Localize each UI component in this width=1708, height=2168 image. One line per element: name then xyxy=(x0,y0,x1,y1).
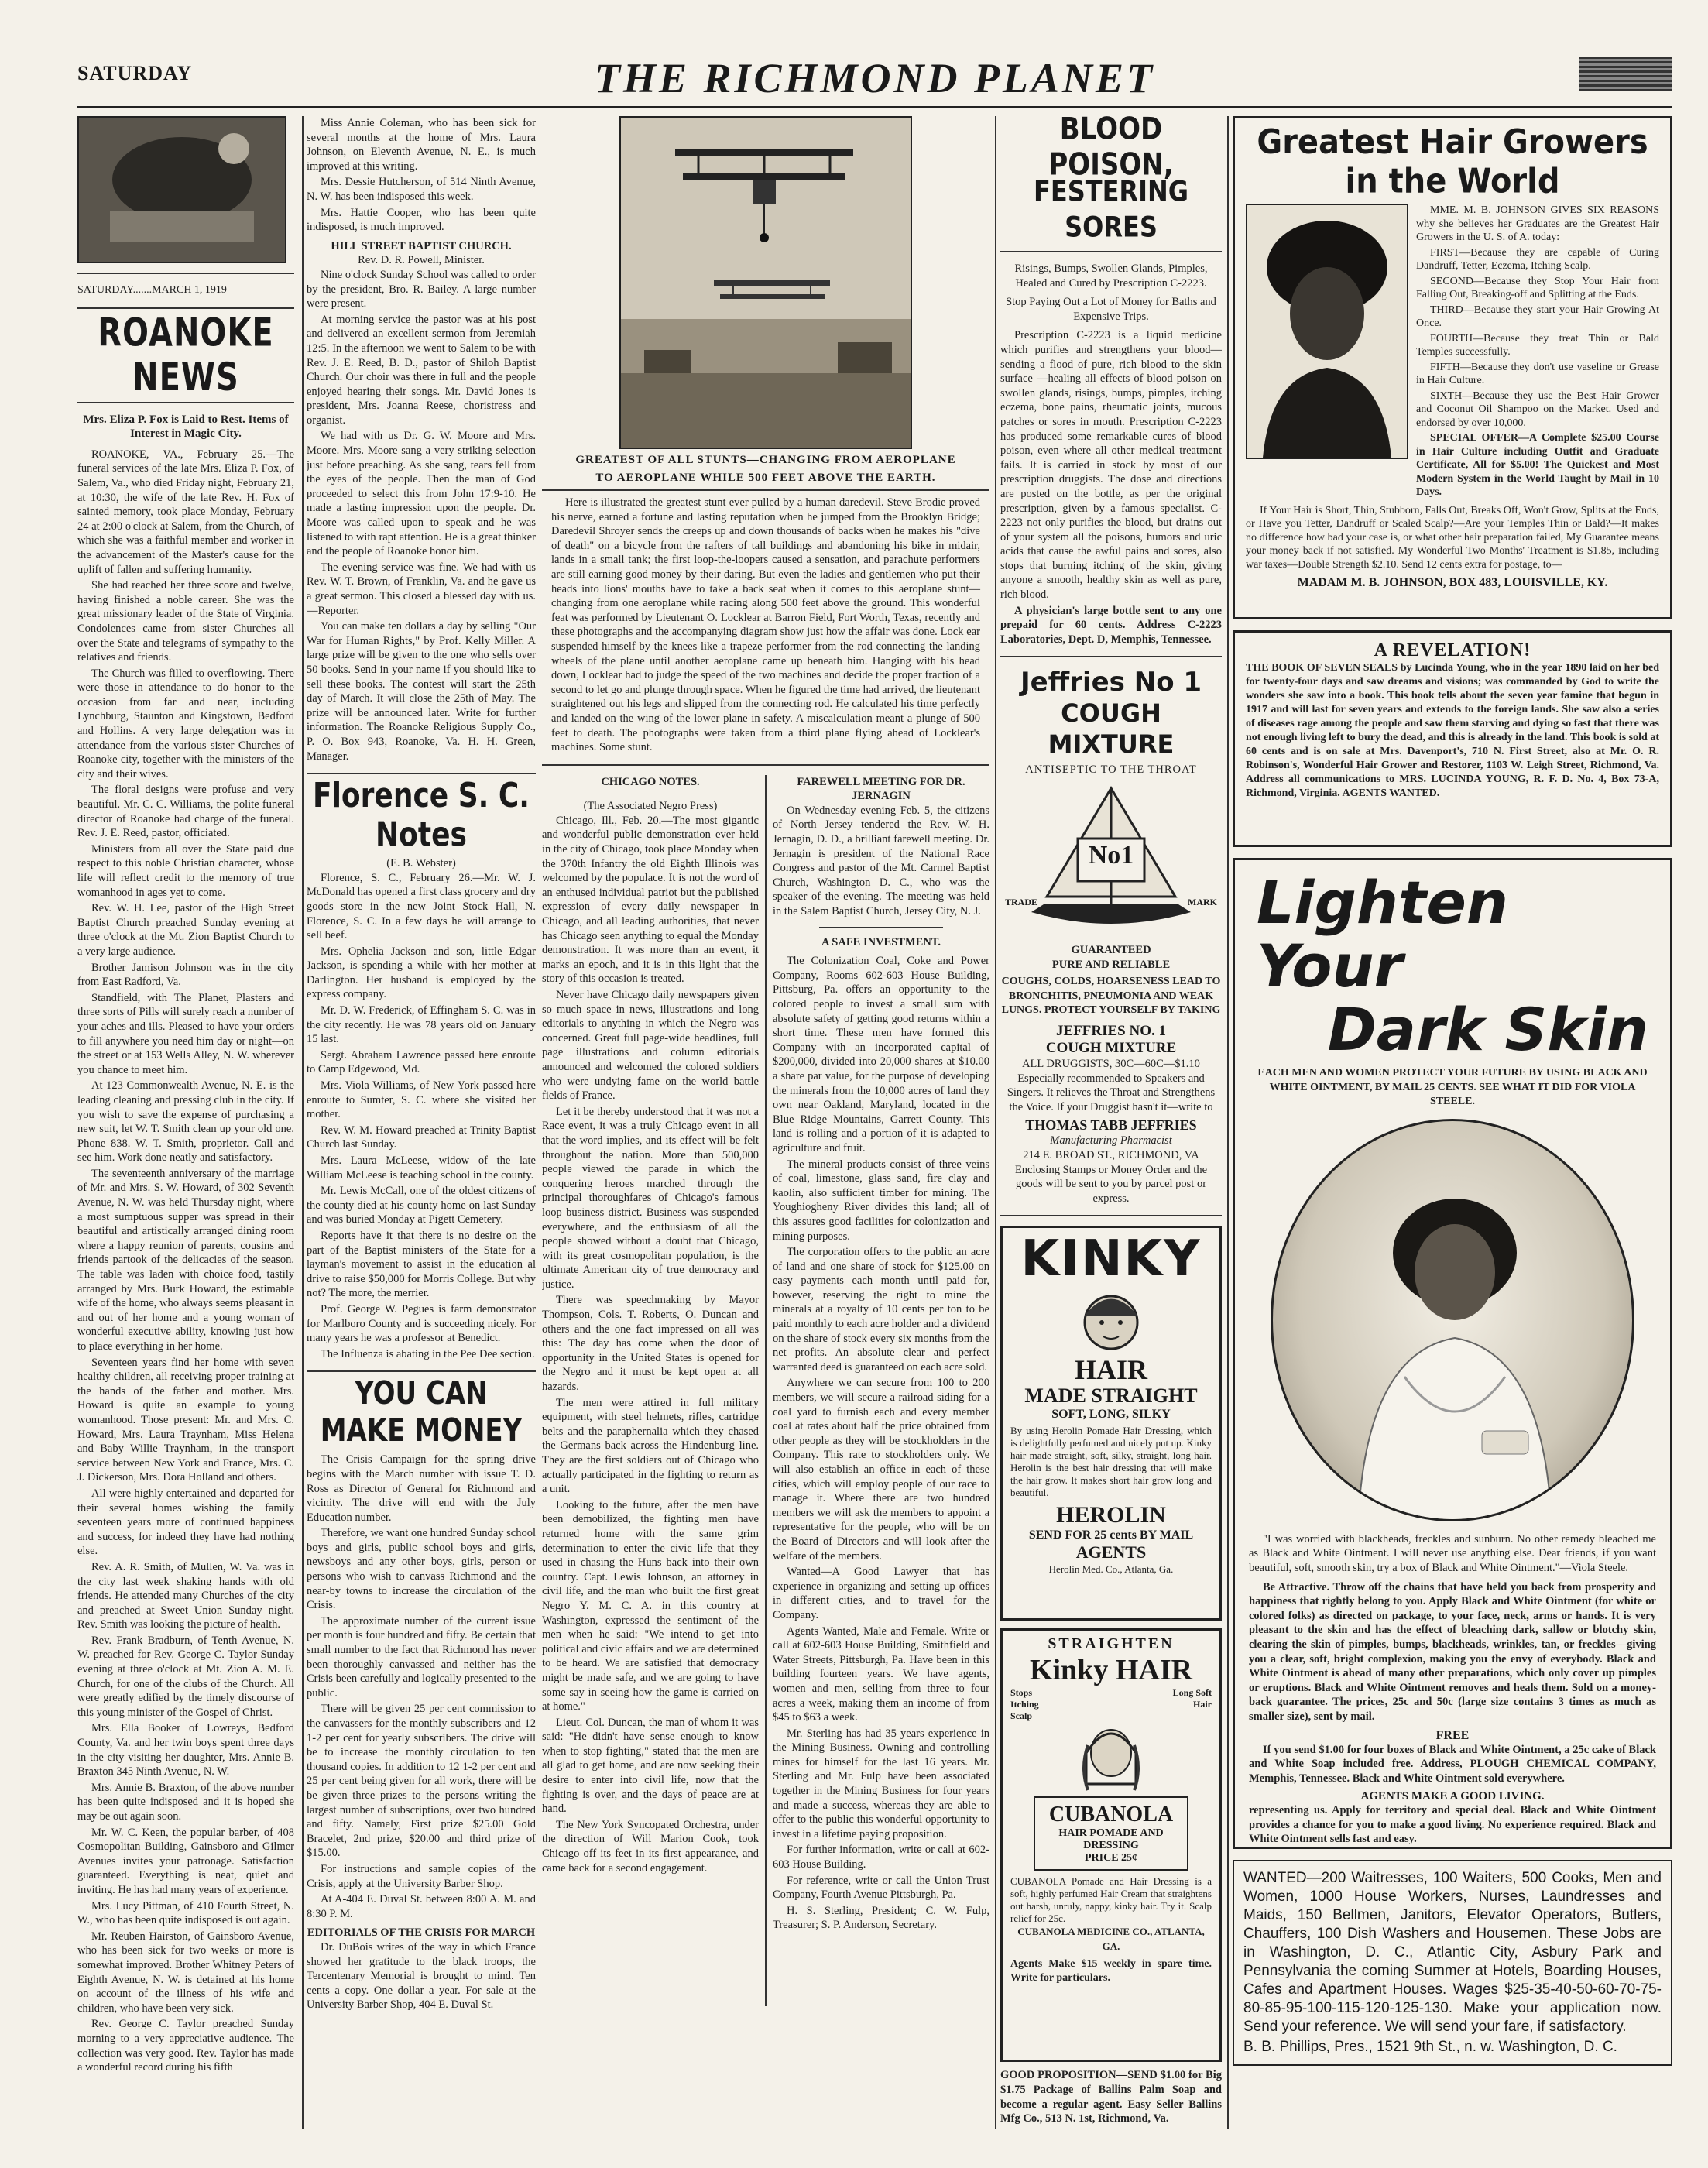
cubanola-price: PRICE 25¢ xyxy=(1084,1852,1138,1864)
paragraph: Chicago, Ill., Feb. 20.—The most gigantic and wonderful public demonstration ever held in the city of Chicago, took place Monday when the 370th Infantry the old Eighth Illinois was welcomed by the populace. It is not the word of an enthused individual patriot but the published expression of every daily newspaper in Chicago, and all leading authorities, that never has Chicago seen anything to equal the Monday demonstration. It was more than an event, it marks an epoch, and it is in this light that the story of this occasion is treated. xyxy=(542,814,759,986)
column-2 xyxy=(307,116,536,2160)
divider xyxy=(1000,1215,1222,1216)
florence-heading: Florence S. C. Notes xyxy=(313,777,530,855)
paragraph: Let it be thereby understood that it was not a Race event, it was a truly Chicago event in all that the word implies, and its effect will be felt throughout the nation. More than 500,000 people viewed the parade in which the conquering heroes marched through the principal thoroughfares of Chicago's famous loop business district. Business was suspended everywhere, and the enthusiasm of all the people showed without a doubt that Chicago, with its great cosmopolitan population, is the ultimate American city of true democracy and justice. xyxy=(542,1105,759,1291)
cubanola-sub: HAIR POMADE AND DRESSING xyxy=(1058,1827,1164,1852)
subcolumns xyxy=(542,775,989,2014)
divider xyxy=(542,764,989,766)
roanoke-article xyxy=(77,448,294,2075)
kinky-address: Herolin Med. Co., Atlanta, Ga. xyxy=(1048,1563,1174,1576)
divider xyxy=(77,307,294,309)
paragraph: Mrs. Dessie Hutcherson, of 514 Ninth Avenue, N. W. has been indisposed this week. xyxy=(307,176,536,203)
paragraph: Brother Jamison Johnson was in the city from East Radford, Va. xyxy=(77,961,294,989)
jeffries-maker: THOMAS TABB JEFFRIES xyxy=(1025,1117,1197,1134)
lighten-agents-text: representing us. Apply for territory and special deal. Black and White Ointment provides a chance for you to make a good living. No experience required. Black and White Ointment sells fast and easy. xyxy=(1249,1804,1656,1846)
jeffries-maker-2: Manufacturing Pharmacist xyxy=(1050,1134,1172,1147)
blood-poison-text xyxy=(1000,328,1222,602)
straighten-right-label: Long Soft Hair xyxy=(1172,1687,1212,1710)
revelation-text: THE BOOK OF SEVEN SEALS by Lucinda Young, who in the year 1890 laid on her bed for twenty-four days and saw dreams and visions; was commanded by God to write the wonders she saw into a book. This book tells about the seven year famine that begun in 1917 and will last for seven years and extends to the foreign lands. She saw also a series of diseases rage among the people and saw them starving and dying so fast that there was not enough living left to bury the dead, and this is already in the land. This book is sold at 60 cents and is on sale at Mrs. Davenport's, 710 N. First Street, also at Mr. O. R. Robinson's, Wonderful Hair Grower and Restorer, 1103 W. Leigh Street, Richmond, Va. Address all communications to MRS. LUCINDA YOUNG, R. F. D. No. 4, Box 73-A, Richmond, Virginia. AGENTS WANTED. xyxy=(1246,662,1659,799)
paragraph: She had reached her three score and twelve, having finished a noble career. She was the great missionary leader of the State of Virginia. Condolences came from sister Churches all over the State and telegrams of sympathy to the relatives and friends. xyxy=(77,579,294,664)
paragraph: At A-404 E. Duval St. between 8:00 A. M. and 8:30 P. M. xyxy=(307,1893,536,1920)
straighten-kinky: Kinky HAIR xyxy=(1029,1654,1193,1687)
florence-byline: (E. B. Webster) xyxy=(386,857,456,870)
paragraph: Anywhere we can secure from 100 to 200 members, we will secure a railroad siding for a coal yard to furnish each and every member coal at rates about half the price obtained from other people as they will be stockholders in the Company. This rate to stockholders only. We will also establish an office in each of these cities, which will employ people of our race to manage it. Where there are two hundred members we will ask the members to appoint a representative for the people, who will be on the Board of Directors and will look after the welfare of the members. xyxy=(773,1377,989,1563)
lighten-sub: EACH MEN AND WOMEN PROTECT YOUR FUTURE BY USING BLACK AND WHITE OINTMENT, BY MAIL 25 CENTS. SEE WHAT IT DID FOR VIOLA STEELE. xyxy=(1257,1067,1648,1108)
woman-portrait-icon xyxy=(1273,1121,1634,1521)
paragraph: The mineral products consist of three veins of coal, limestone, glass sand, fire clay and kaolin, also sufficient timber for mining. The Youghiogheny River divides this land; all of this assures good facilities for colonization and mining purposes. xyxy=(773,1158,989,1243)
kinky-hair-ad xyxy=(1000,1226,1222,1621)
jeffries-heading-1: Jeffries No 1 xyxy=(1020,667,1202,698)
straighten-hair-ad xyxy=(1000,1628,1222,2062)
investment-heading: A SAFE INVESTMENT. xyxy=(821,935,941,948)
hair-reason: FIFTH—Because they don't use vaseline or Grease in Hair Culture. xyxy=(1416,361,1659,386)
straighten-left-label: Stops Itching Scalp xyxy=(1010,1687,1039,1722)
paragraph: For further information, write or call at 602-603 House Building. xyxy=(773,1844,989,1871)
paragraph: Wanted—A Good Lawyer that has experience in organizing and setting up offices in different cities, and to travel for the Company. xyxy=(773,1566,989,1621)
paragraph: Mr. W. C. Keen, the popular barber, of 408 Cosmopolitan Building, Gainsboro and Gilmer Avenues invites your patronage. Satisfaction guaranteed. Everything is neat, quiet and inviting. He has had many years of experience. xyxy=(77,1826,294,1896)
kinky-soft: SOFT, LONG, SILKY xyxy=(1051,1408,1171,1422)
paragraph: Prescription C-2223 is a liquid medicine which purifies and strengthens your blood—sending a flood of pure, rich blood to the skin surface —healing all effects of blood poison on swollen glands, risings, bumps, pimples, itching eczema, bone pains, rheumatic joints, mucous patches or sores in mouth. Prescription C-2223 has produced some remarkable cures of blood poison, even where all other medical treatment fails. It is carried in stock by most of our prescription druggists. The dose and directions are posted on the bottle, as per the original prescription, given by a famous specialist. C-2223 not only purifies the blood, but drains out of your system all the poisons, humors and uric acids that cause the awful pains and sores, also stops that burning itching of the skin, giving anyone a smooth, healthy skin as well as pure, rich blood. xyxy=(1000,329,1222,602)
aeroplane-icon xyxy=(621,118,911,448)
paragraph: Lieut. Col. Duncan, the man of whom it was said: "He didn't have sense enough to know when to stop fighting," stated that the men are all glad to get home, and are now seeking their desire to enter into civil life, now that the fighting is over, and the days of peace are at hand. xyxy=(542,1716,759,1816)
paragraph: Mr. D. W. Frederick, of Effingham S. C. was in the city recently. He was 78 years old on January 15 last. xyxy=(307,1004,536,1046)
roanoke-continued xyxy=(307,116,536,235)
stunt-article xyxy=(542,496,989,755)
column-3 xyxy=(542,116,989,2160)
paragraph: Rev. Frank Bradburn, of Tenth Avenue, N. W. preached for Rev. George C. Taylor Sunday evening at three o'clock at Mt. Zion A. M. E. Church, for one of the clubs of the Church. All were greatly edified by the timely discourse of this young minister of the Gospel of Christ. xyxy=(77,1634,294,1719)
paragraph: For reference, write or call the Union Trust Company, Fourth Avenue Pittsburgh, Pa. xyxy=(773,1874,989,1902)
jeffries-coughs: COUGHS, COLDS, HOARSENESS LEAD TO BRONCHITIS, PNEUMONIA AND WEAK LUNGS. PROTECT YOURSELF BY TAKING xyxy=(1001,976,1221,1017)
farewell-heading: FAREWELL MEETING FOR DR. JERNAGIN xyxy=(797,775,965,803)
wanted-ad xyxy=(1233,1860,1672,2066)
kinky-made-straight: MADE STRAIGHT xyxy=(1024,1384,1198,1408)
lighten-text xyxy=(1249,1580,1656,1724)
paragraph: Reports have it that there is no desire on the part of the Baptist ministers of the State for a layman's movement to assist in the education al drive to raise $50,000 for Morris College. But why not? The more, the merrier. xyxy=(307,1229,536,1300)
section-title: ROANOKE NEWS xyxy=(98,310,274,400)
hair-growers-ad xyxy=(1233,116,1672,619)
hair-reason: SECOND—Because they Stop Your Hair from Falling Out, Breaking-off and Splitting at the Ends. xyxy=(1416,275,1659,300)
divider xyxy=(77,273,294,274)
paragraph: Mrs. Hattie Cooper, who has been quite indisposed, is much improved. xyxy=(307,206,536,234)
cubanola-text: CUBANOLA Pomade and Hair Dressing is a soft, highly perfumed Hair Cream that straightens out harsh, unruly, nappy, kinky hair. Try it. Scalp relief for 25c. xyxy=(1010,1875,1212,1925)
money-heading: YOU CAN MAKE MONEY xyxy=(320,1375,523,1450)
paragraph: Mr. Lewis McCall, one of the oldest citizens of the county died at his county home on last Sunday and was buried Monday at Pigett Cemetery. xyxy=(307,1185,536,1226)
viola-steele-portrait xyxy=(1271,1119,1634,1521)
lighten-free-heading: FREE xyxy=(1435,1728,1470,1742)
roanoke-logo-image xyxy=(77,116,286,263)
paragraph: You can make ten dollars a day by selling "Our War for Human Rights," by Prof. Kelly Miller. A large prize will be given to the one who sells over 50 books. Send in your name if you should like to sell these books. The contest will start the 25th day of March. It will close the 25th of May. The prize will be announced later. Write for further information. The Roanoke Religious Supply Co., P. O. Box 943, Roanoke, Va. H. H. Green, Manager. xyxy=(307,620,536,763)
kinky-text: By using Herolin Pomade Hair Dressing, which is delightfully perfumed and nicely put up. Kinky hair made straight, soft, silky, straight, long hair. Herolin is the best hair dressing that will make the hair grow. It makes short hair grow long and beautiful. xyxy=(1010,1425,1212,1499)
paragraph: Mr. Reuben Hairston, of Gainsboro Avenue, who has been sick for two weeks or more is somewhat improved. Brother Whitney Peters of Eighth Avenue, N. W. is detained at his home on account of the illness of his wife and children, who have been very sick. xyxy=(77,1930,294,2015)
paragraph: Mr. Sterling has had 35 years experience in the Mining Business. Owning and controlling mines for himself for the last 16 years. Mr. Sterling and Mr. Fulp have been associated together in the Mining Business for four years and made a success, whereas they are able to offer to the public this wonderful opportunity to invest in a lifetime paying proposition. xyxy=(773,1727,989,1840)
face-icon xyxy=(1068,1285,1154,1355)
paragraph: The Crisis Campaign for the spring drive begins with the March number with issue T. D. Ross as Director of General for Richmond and vicinity. The drive will end with the July Education number. xyxy=(307,1453,536,1524)
paragraph: Prof. George W. Pegues is farm demonstrator for Marlboro County and is succeeding nicely. For many years he was a professor at Benedict. xyxy=(307,1302,536,1345)
cubanola-brand: CUBANOLA xyxy=(1048,1803,1174,1827)
divider xyxy=(307,1370,536,1372)
paragraph: For instructions and sample copies of the Crisis, apply at the University Barber Shop. xyxy=(307,1862,536,1890)
masthead xyxy=(77,54,1672,108)
paragraph: The floral designs were profuse and very beautiful. Mr. C. C. Williams, the polite funeral director of Roanoke had charge of the funeral. Rev. J. E. Reed, pastor, officiated. xyxy=(77,784,294,840)
chicago-heading: CHICAGO NOTES. xyxy=(601,775,700,788)
florence-article xyxy=(307,871,536,1362)
wanted-signature: B. B. Phillips, Pres., 1521 9th St., n. w. Washington, D. C. xyxy=(1243,2039,1617,2055)
paragraph: Standfield, with The Planet, Plasters and three sorts of Pills will surely reach a number of your aches and ills. Pleased to have your orders to fill anywhere you need him day or night—on the street or at 153 Wells Alley, N. W. wherever you chance to meet him. xyxy=(77,991,294,1076)
subhead: Mrs. Eliza P. Fox is Laid to Rest. Items of Interest in Magic City. xyxy=(83,413,289,441)
paragraph: The New York Syncopated Orchestra, under the direction of Will Marion Cook, took Chicago off its feet in its first appearance, and came back for a second engagement. xyxy=(542,1818,759,1875)
masthead-title: THE RICHMOND PLANET xyxy=(594,55,1156,101)
jeffries-address: 214 E. BROAD ST., RICHMOND, VA Enclosing Stamps or Money Order and the goods will be sent to you by parcel post or express. xyxy=(1014,1148,1208,1205)
church-heading: HILL STREET BAPTIST CHURCH. xyxy=(331,239,512,252)
paragraph: If you send $1.00 for four boxes of Black and White Ointment, a 25c cake of Black and White Soap included free. Address, PLOUGH CHEMICAL COMPANY, Memphis, Tennessee. Black and White Ointment sold everywhere. xyxy=(1249,1743,1656,1785)
jeffries-sub: ANTISEPTIC TO THE THROAT xyxy=(1025,763,1197,777)
divider xyxy=(77,402,294,403)
paragraph: Florence, S. C., February 26.—Mr. W. J. McDonald has opened a first class grocery and dry goods store in the new Joint Stock Hall, N. Florence, S. C. In a few days he will arrange to sell beef. xyxy=(307,871,536,942)
paragraph: Rev. George C. Taylor preached Sunday morning to a very appreciative audience. The collection was very good. Rev. Taylor has made a wonderful record during his fifth xyxy=(77,2018,294,2074)
dateline: SATURDAY.......MARCH 1, 1919 xyxy=(77,284,227,296)
kinky-heading: KINKY xyxy=(1020,1230,1202,1288)
divider xyxy=(542,489,989,491)
kinky-send: SEND FOR 25 cents BY MAIL xyxy=(1028,1528,1194,1542)
hair-reason: FIRST—Because they are capable of Curing Dandruff, Tetter, Eczema, Itching Scalp. xyxy=(1416,246,1659,272)
paragraph: All were highly entertained and departed for their several homes wishing the family seventeen years more of continued happiness and success, for indeed they have had nothing else. xyxy=(77,1487,294,1558)
paragraph: H. S. Sterling, President; C. W. Fulp, Treasurer; S. P. Anderson, Secretary. xyxy=(773,1904,989,1932)
straighten-woman-image xyxy=(1010,1722,1212,1792)
blood-poison-heading-2: FESTERING SORES xyxy=(1033,174,1189,244)
paragraph: The Church was filled to overflowing. There were those in attendance to do honor to the occasion from far and near, including Lynchburg, Staunton and Kingstown, Bedford and Hollins. A very large delegation was in attendance from the various sister Churches of Roanoke city, together with the ministers of the city and their wives. xyxy=(77,667,294,780)
column-1 xyxy=(77,116,294,2160)
farewell-article xyxy=(773,804,989,919)
good-proposition: GOOD PROPOSITION—SEND $1.00 for Big $1.75 Package of Ballins Palm Soap and become a regular agent. Easy Seller Ballins Mfg Co., 513 N. 1st, Richmond, Va. xyxy=(1000,2069,1222,2125)
kinky-brand: HEROLIN xyxy=(1056,1502,1166,1528)
hair-offer: SPECIAL OFFER—A Complete $25.00 Course in Hair Culture including Outfit and Graduate Certificate, All for $5.00! The Quickest and Most Modern System in the World Taught by Mail in 10 Days. xyxy=(1416,432,1659,498)
church-article xyxy=(307,268,536,763)
jeffries-name-2: COUGH MIXTURE xyxy=(1045,1040,1177,1056)
paragraph: The Influenza is abating in the Pee Dee section. xyxy=(321,1347,535,1360)
paragraph: On Wednesday evening Feb. 5, the citizens of North Jersey tendered the Rev. W. H. Jernagin, D. D., a brilliant farewell meeting. Dr. Jernagin is president of the National Race Congress and pastor of the Mt. Carmel Baptist Church, Washington D. C., who was the speaker of the evening. The meeting was held in the Salem Baptist Church, Jersey City, N. J. xyxy=(773,804,989,918)
paragraph: The Colonization Coal, Coke and Power Company, Rooms 602-603 House Building, Pittsburg, Pa. offers an opportunity to the colored people to invest a small sum with absolute safety of getting good returns within a short time. These men have formed this Company with an incorporated capital of $200,000, divided into 20,000 shares at $10.00 a share par value, for the purpose of developing the minerals from the 10,000 acres of land they own near Oakland, Maryland, located in the Blue Ridge Mountains, Garrett County. This land is rolling and a portion of it is adapted to agriculture and fruit. xyxy=(773,955,989,1154)
paragraph: Therefore, we want one hundred Sunday school boys and girls, public school boys and girls, newsboys and any other boys, girls, person or persons who wish to canvass Richmond and the near-by towns to increase the circulation of the Crisis. xyxy=(307,1527,536,1612)
divider xyxy=(1000,656,1222,657)
jeffries-guaranteed: GUARANTEED xyxy=(1071,944,1151,957)
woman-icon xyxy=(1065,1722,1158,1792)
jeffries-name: JEFFRIES NO. 1 xyxy=(1056,1023,1166,1039)
kinky-face-image xyxy=(1010,1285,1212,1355)
paragraph: Mrs. Lucy Pittman, of 410 Fourth Street, N. W., who has been quite indisposed is out again. xyxy=(77,1899,294,1927)
blood-poison-heading-1: BLOOD POISON, xyxy=(1048,116,1174,183)
paragraph: Seventeen years find her home with seven healthy children, all receiving proper training at the hands of the father and mother. Mrs. Howard is quite an example to young womanhood. Those present: Mr. and Mrs. C. Howard, Mrs. Laura Traynham, Miss Helena and Baby Willie Traynham, in the transport service between New York and France, Mrs. C. J. Dickerson, Mrs. Dora Holland and others. xyxy=(77,1356,294,1484)
lighten-heading-1: Lighten Your xyxy=(1257,868,1508,1000)
paragraph: Ministers from all over the State paid due respect to this noble Christian character, whose life will reflect credit to the memory of true womanhood in ages yet to come. xyxy=(77,842,294,899)
paragraph: ROANOKE, VA., February 25.—The funeral services of the late Mrs. Eliza P. Fox, of Salem, Va., who died Friday night, February 21, at 10:30, the wife of the late Rev. H. Fox of sainted memory, took place Monday, February 24 at 2:00 o'clock at Salem, from the Church, of which she was a faithful member and worker in the advancement of the Master's cause for the uplift of fallen and suffering humanity. xyxy=(77,448,294,576)
jeffries-heading-2: COUGH MIXTURE xyxy=(1048,698,1175,760)
paragraph: There was speechmaking by Mayor Thompson, Cols. T. Roberts, O. Duncan and others and the one fact impressed on all was this: The day has come when the door of opportunity in the United States is opened for the Negro and it must be kept open at all hazards. xyxy=(542,1294,759,1394)
paragraph: Dr. DuBois writes of the way in which France showed her gratitude to the black troops, the Tercentenary Memorial is brought to mind. Ten cents a copy. One dollar a year. For sale at the University Barber Shop, 404 E. Duval St. xyxy=(307,1940,536,2012)
hair-offer-2: If Your Hair is Short, Thin, Stubborn, Falls Out, Breaks Off, Won't Grow, Splits at the Ends, or Have you Tetter, Dandruff or Scaled Scalp?—Are your Temples Thin or Bald?—It makes no difference how bad your case is, or what other hair preparation failed, My Guarantee means your money back if not satisfied. My Wonderful Two Months' Treatment is $1.85, including war taxes—Double Strength $2.10. Send 12 cents extra for postage, to— xyxy=(1246,504,1659,571)
portrait-icon xyxy=(1247,205,1407,458)
paragraph: At morning service the pastor was at his post and delivered an excellent sermon from Jeremiah 12:5. In the afternoon we went to Salem to be with Rev. J. E. Reed, B. D., pastor of Shiloh Baptist Church. Our choir was there in full and the people enjoyed hearing their songs. Mr. David Jones is president, Mrs. Joanna Reese, choristress and organist. xyxy=(307,313,536,427)
column-rule xyxy=(302,116,304,2129)
paragraph: There will be given 25 per cent commission to the canvassers for the monthly subscribers and 12 1-2 per cent for yearly subscribers. The drive will be to increase the monthly circulation to ten thousand copies. In addition to 12 1-2 per cent and 25 per cent being given for all work, there will be be given three prizes to the persons writing the largest number of subscriptions, over two hundred and fifty. Namely, First prize $25.00 Gold Bracelet, 2nd prize, $20.00 and third prize of $15.00. xyxy=(307,1703,536,1860)
column-5 xyxy=(1233,116,1672,2160)
paragraph: A physician's large bottle sent to any one prepaid for 60 cents. Address C-2223 Laboratories, Dept. D, Memphis, Tennessee. xyxy=(1000,604,1222,646)
column-rule xyxy=(765,775,767,2006)
paragraph: Be Attractive. Throw off the chains that have held you back from prosperity and happiness that rightly belong to you. Apply Black and White Ointment (for white or colored folks) as directed on package, to your face, neck, arms or hands. It is very pleasant to the skin and has the effect of bleaching dark, sallow or blotchy skin, clearing the skin of pimples, bumps, blackheads, wrinkles, tan, or freckles—giving you a clear, soft, bright complexion, making you the envy of everybody. Black and White Ointment is ahead of many other preparations, which only cover up pimples or eruptions. Black and White Ointment removes and heals them. Sold on a money-back guarantee. The prices, 25c and 50c (large size contains 3 times as much as smaller size), sent by mail. xyxy=(1249,1580,1656,1723)
blood-poison-sub: Risings, Bumps, Swollen Glands, Pimples, Healed and Cured by Prescription C-2223. xyxy=(1014,262,1208,290)
hair-reason: THIRD—Because they start your Hair Growing At Once. xyxy=(1416,304,1659,329)
cubanola-jar xyxy=(1034,1796,1188,1871)
cubanola-agents: Agents Make $15 weekly in spare time. Write for particulars. xyxy=(1010,1957,1212,1984)
paragraph: Sergt. Abraham Lawrence passed here enroute to Camp Edgewood, Md. xyxy=(307,1048,536,1076)
lighten-heading-2: Dark Skin xyxy=(1327,995,1648,1064)
masthead-day: SATURDAY xyxy=(77,62,193,84)
lighten-quote xyxy=(1249,1532,1656,1576)
divider xyxy=(307,773,536,774)
column-rule xyxy=(1227,116,1229,2129)
trade-label: TRADE xyxy=(1005,897,1038,908)
chicago-byline: (The Associated Negro Press) xyxy=(583,800,718,813)
hair-reason: SIXTH—Because they use the Best Hair Grower and Coconut Oil Shampoo on the Market. Used and endorsed by over 10,000. xyxy=(1416,389,1659,429)
investment-column xyxy=(773,775,989,1934)
paragraph: "I was worried with blackheads, freckles and sunburn. No other remedy bleached me as Black and White Ointment. I will never use anything else. Dear friends, if you want beautiful, soft, smooth skin, try a box of Black and White Ointment."—Viola Steele. xyxy=(1249,1532,1656,1574)
paragraph: Mrs. Ella Booker of Lowreys, Bedford County, Va. and her twin boys spent three days in the city visiting her daughter, Mrs. Annie B. Braxton 345 Ninth Avenue, N. W. xyxy=(77,1722,294,1779)
hair-intro: MME. M. B. JOHNSON GIVES SIX REASONS why she believes her Graduates are the Greatest Hair Growers in the U. S. of A. today: xyxy=(1416,204,1659,243)
column-4 xyxy=(1000,116,1222,2160)
lighten-free xyxy=(1249,1743,1656,1786)
paragraph: Rev. A. R. Smith, of Mullen, W. Va. was in the city last week shaking hands with old friends. He attended many Churches of the city and preached at Sweet Union Sunday night. Rev. Smith was looking the picture of health. xyxy=(77,1560,294,1631)
mark-label: MARK xyxy=(1188,897,1217,908)
revelation-ad xyxy=(1233,630,1672,847)
paragraph: Agents Wanted, Male and Female. Write or call at 602-603 House Building, Smithfield and Water Streets, Pittsburgh, Pa. Have been in this building fourteen years. We have agents, women and men, selling from three to four acres a week, making them an income of from $45 to $63 a week. xyxy=(773,1624,989,1724)
divider xyxy=(1000,251,1222,252)
money-article xyxy=(307,1453,536,1921)
straighten-heading: STRAIGHTEN xyxy=(1048,1635,1175,1653)
paragraph: The approximate number of the current issue per month is four hundred and fifty. Be certain that small number to the fact that Richmond has never been thoroughly canvassed and neither has the Crisis been carefully and logically presented to the public. xyxy=(307,1614,536,1700)
blood-poison-footer xyxy=(1000,604,1222,647)
lighten-skin-ad xyxy=(1233,858,1672,1849)
paragraph: Rev. W. M. Howard preached at Trinity Baptist Church last Sunday. xyxy=(307,1123,536,1151)
paragraph: The seventeenth anniversary of the marriage of Mr. and Mrs. S. W. Howard, of 302 Seventh Avenue, N. W. was held Thursday night, where a most sumptuous supper was spread in their beautiful and artistically arranged dining room where a happy reunion of parents, cousins and friends partook of the delicacies of the season. The table was laden with choice food, tastily arranged by Mrs. Burk Howard, the estimable wife of the home, who always seems pleasant in and out of her home and a young woman of wonderful executive ability, knowing just how to place everything in her home. xyxy=(77,1167,294,1353)
paragraph: At 123 Commonwealth Avenue, N. E. is the leading cleaning and pressing club in the city. If you wish to save the expense of purchasing a new suit, let W. T. Smith clean up your old one. Phone 838. W. T. Smith, proprietor. Call and see him. Work done neatly and satisfactory. xyxy=(77,1079,294,1165)
paragraph: Mrs. Annie B. Braxton, of the above number has been quite indisposed and it is hoped she may be out again soon. xyxy=(77,1781,294,1823)
kinky-hair-label: HAIR xyxy=(1074,1354,1147,1386)
madam-johnson-portrait xyxy=(1246,204,1408,459)
divider xyxy=(819,927,943,928)
jeffries-price: ALL DRUGGISTS, 30C—60C—$1.10 Especially recommended to Speakers and Singers. It relieves the Throat and Strengthens the Voice. If your Druggist hasn't it—write to xyxy=(1007,1058,1216,1113)
masthead-smudge xyxy=(1579,57,1672,91)
paragraph: Rev. W. H. Lee, pastor of the High Street Baptist Church preached Sunday evening at three o'clock at the Mt. Zion Baptist Church to a very large audience. xyxy=(77,902,294,958)
paragraph: The evening service was fine. We had with us Rev. W. T. Brown, of Franklin, Va. and he gave us a great sermon. This closed a blessed day with us.—Reporter. xyxy=(307,561,536,617)
paragraph: Miss Annie Coleman, who has been sick for several months at the home of Mrs. Laura Johnson, on Eleventh Avenue, N. E., is much improved at this writing. xyxy=(307,117,536,173)
blood-poison-sub2: Stop Paying Out a Lot of Money for Baths and Expensive Trips. xyxy=(1006,296,1216,323)
chicago-article xyxy=(542,814,759,1875)
jeffries-pure: PURE AND RELIABLE xyxy=(1051,958,1171,971)
column-rule xyxy=(995,116,996,2129)
paragraph: Nine o'clock Sunday School was called to order by the president, Bro. R. Bailey. A large number were present. xyxy=(307,268,536,310)
cubanola-address: CUBANOLA MEDICINE CO., ATLANTA, GA. xyxy=(1017,1926,1205,1952)
investment-article xyxy=(773,954,989,1933)
jeffries-trademark xyxy=(1000,780,1222,943)
hair-reason: FOURTH—Because they treat Thin or Bald Temples successfully. xyxy=(1416,332,1659,358)
paragraph: Mrs. Viola Williams, of New York passed here enroute to Sumter, S. C. where she visited her mother. xyxy=(307,1079,536,1121)
paragraph: Mrs. Laura McLeese, widow of the late William McLeese is teaching school in the county. xyxy=(307,1154,536,1182)
chicago-column xyxy=(542,775,759,1878)
paragraph: Looking to the future, after the men have been demobilized, the fighting men have returned home with the same grim determination to enter the civic life that they used in chasing the Huns back into their own country. Capt. Lewis Johnson, an attorney in civil life, and the man who built the first great Negro Y. M. C. A. in this country at Washington, expressed the sentiment of the men when he said: "We intend to get into political and civic affairs and we are determined to be heard. We are satisfied that democracy might be made safe, and we are going to have some say in seeing how the game is carried on at home." xyxy=(542,1498,759,1713)
paragraph: We had with us Dr. G. W. Moore and Mrs. Moore. Mrs. Moore sang a very striking selection just before preaching. As she sang, tears fell from the eyes of the people. Then the man of God proceeded to select this from John 17:9-10. He made a lasting impression upon the people. Dr. Moore was called upon to speak and he was listened to with rapt attention. He is a great thinker and the people of Roanoke honor him. xyxy=(307,430,536,558)
paragraph: Never have Chicago daily newspapers given so much space in news, illustrations and long editorials to anything in which the Negro was concerned. Great full page-wide headlines, full page illustrations and column editorials announced and welcomed the colored soldiers who were undying fame on the world battle fields of France. xyxy=(542,989,759,1103)
church-pastor: Rev. D. R. Powell, Minister. xyxy=(358,254,485,267)
photo-caption-line-1: GREATEST OF ALL STUNTS—CHANGING FROM AEROPLANE xyxy=(575,454,956,466)
aeroplane-photo xyxy=(619,116,912,449)
wanted-text: WANTED—200 Waitresses, 100 Waiters, 500 Cooks, Men and Women, 1000 House Workers, Nurses, Laundresses and Maids, 150 Bellmen, Janitors, Elevator Operators, Butlers, Chauffers, 100 Dish Washers and Housemen. These Jobs are in Washington, D. C., Atlantic City, Asbury Park and Pennsylvania the coming Summer at Hotels, Boarding Houses, Cafes and Apartment Houses. Wages $25-35-40-50-60-70-75-80-85-95-100-115-120-125-130. Make your application now. Send your reference. We will send your fare, if satisfactory. xyxy=(1243,1870,1662,2035)
lighten-agents-heading: AGENTS MAKE A GOOD LIVING. xyxy=(1360,1790,1545,1803)
paragraph: Mrs. Ophelia Jackson and son, little Edgar Jackson, is spending a while with her mother at Darlington. Her husband is employed by the express company. xyxy=(307,945,536,1001)
hair-growers-heading: Greatest Hair Growers in the World xyxy=(1257,122,1648,201)
editorial-heading: EDITORIALS OF THE CRISIS FOR MARCH xyxy=(307,1926,536,1940)
editorial-text xyxy=(307,1940,536,2012)
kinky-agents: AGENTS xyxy=(1075,1542,1147,1563)
paragraph: The corporation offers to the public an acre of land and one share of stock for $125.00 on easy payments each month until paid for, however, reserving the right to mine the minerals at a royalty of 10 cents per ton to be paid monthly to each acre holder and a dividend on the share of stock every six months from the net profits. An absolute clear and perfect warranted deed is guaranteed on each acre sold. xyxy=(773,1246,989,1374)
paragraph: Here is illustrated the greatest stunt ever pulled by a human daredevil. Steve Brodie proved his nerve, earned a fortune and lasting reputation when he jumped from the Brooklyn Bridge; Daredevil Shroyer sends the creeps up and down thousands of backs when he makes his "dive of death" on a bicycle from the rafters of tall buildings and abandoning his bike in midair, lands in a small tank; the first loop-the-loopers caused a sensation, and parachute performers are still earning good money by their daring. But even the ladies and gentlemen who put their heads into lions' mouths have to take a back seat when it comes to this aeroplane stunt—changing from one aeroplane while racing along 500 feet above the ground. This wonderful feat was performed by Lieutenant O. Locklear at Barron Field, Fort Worth, Texas, recently and these photographs and the accompanying diagram show just how the affair was done. Lock ear suspended himself by the knees like a trapeze performer from the rod connecting the landing wheels of the plane until another aeroplane came up beneath him. Hanging with his head down, Locklear had to judge the speed of the two machines and decide the proper fraction of a second to let go and plunge through space. When he figured the time had arrived, the lieutenant straightened out his legs and slipped from the connecting rod. He calculated his time perfectly and landed on the wing of the lower plane in safety. A miscalculation meant a plunge of 500 feet to death. The photographs were taken from a third plane flying ahead of Locklear's machines. Some stunt. xyxy=(551,496,980,754)
revelation-heading: A REVELATION! xyxy=(1374,640,1531,660)
hair-address: MADAM M. B. JOHNSON, BOX 483, LOUISVILLE, KY. xyxy=(1297,576,1608,589)
paragraph: The men were attired in full military equipment, with steel helmets, rifles, cartridge belts and the paraphernalia which they chased the Germans back across the Hindenburg line. They are the first soldiers out of Chicago who actually participated in the fighting to return as a unit. xyxy=(542,1396,759,1496)
jeffries-no-label: No1 xyxy=(1088,841,1134,870)
photo-caption-line-2: TO AEROPLANE WHILE 500 FEET ABOVE THE EARTH. xyxy=(595,472,936,484)
